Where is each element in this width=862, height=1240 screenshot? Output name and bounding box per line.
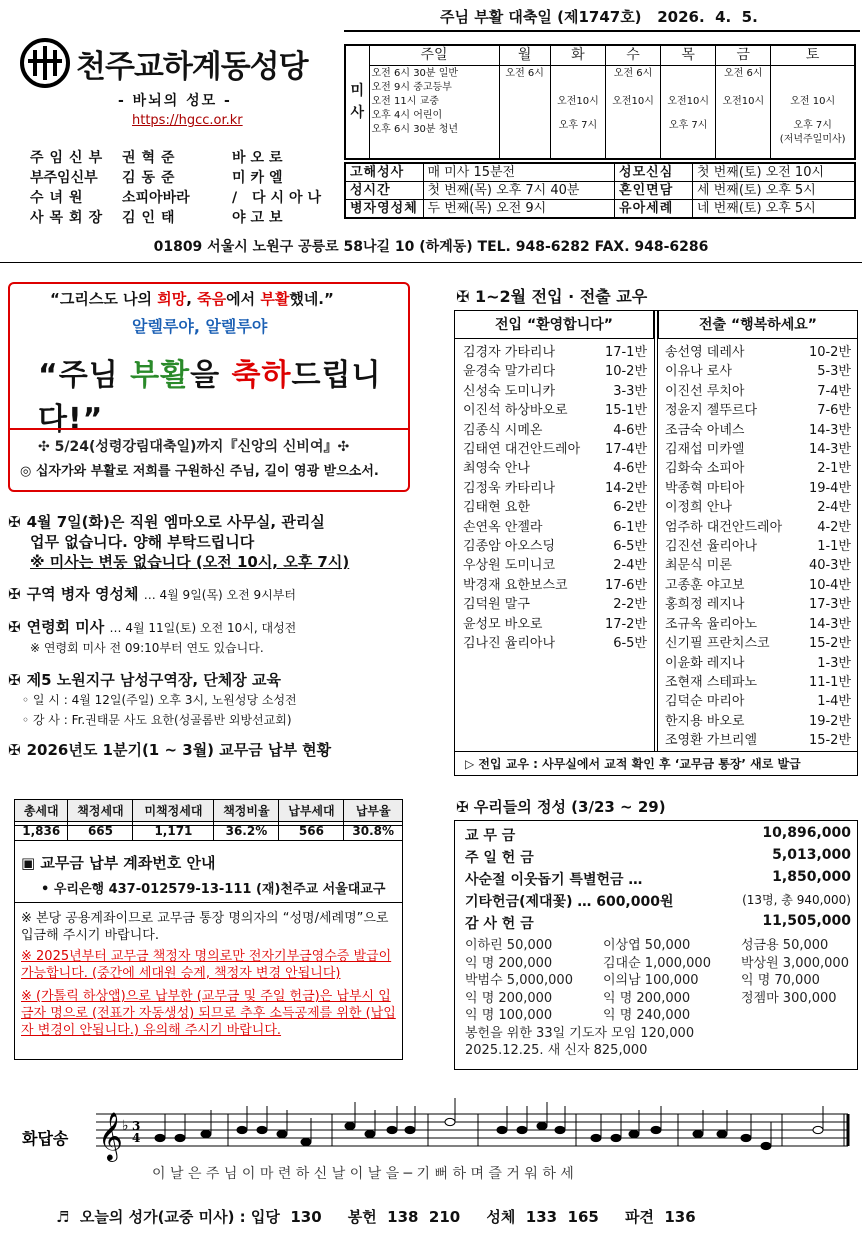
move-row: 김진선 율리아나 1-1반 [665, 539, 851, 555]
note-head [277, 1130, 287, 1137]
offering-row: 교 무 금 10,896,000 [465, 825, 851, 844]
easter-acclamation-note: ✣ 5/24(성령강림대축일)까지『신앙의 신비여』✣ [38, 439, 350, 455]
gift-row: 익 명 100,000 익 명 240,000 [465, 1008, 691, 1023]
website-link[interactable]: https://hgcc.or.kr [132, 113, 243, 128]
bank-account: • 우리은행 437-012579-13-111 (재)천주교 서울대교구 [41, 882, 386, 897]
parishioner-moves-box [454, 310, 858, 776]
psalm-label: 화답송 [22, 1129, 69, 1148]
gift-row: 2025.12.25. 새 신자 825,000 [465, 1043, 648, 1058]
moves-out-header: 전출 “행복하세요” [658, 311, 857, 339]
move-row: 김정욱 카타리나 14-2반 [463, 480, 647, 496]
move-row: 조영환 가브리엘 15-2반 [665, 733, 851, 749]
cross-bullet-icon: ✠ [456, 287, 475, 306]
easter-quote: “그리스도 나의 희망, 죽음에서 부활했네.” [50, 290, 334, 308]
move-row: 고종훈 야고보 10-4반 [665, 577, 851, 593]
move-row: 김태연 대건안드레아 17-4반 [463, 442, 647, 458]
note-head [693, 1130, 703, 1137]
offering-row: 기타헌금(제대꽃) … 600,000원 (13명, 총 940,000) [465, 893, 851, 910]
move-row: 정윤지 젤뚜르다 7-6반 [665, 403, 851, 419]
note-head [629, 1130, 639, 1137]
sacrament-schedule: 고해성사 매 미사 15분전 성모신심 첫 번째(토) 오전 10시 성시간 첫 번째(목) 오후 7시 40분 혼인면담 세 번째(토) 오후 5시 병자영성체 두 번째(목) 오전 9시 유아세례 네 번째(토) 오후 5시 [344, 162, 856, 219]
moves-footnote: ▷ 전입 교우 : 사무실에서 교적 확인 후 ‘교무금 통장’ 새로 발급 [455, 751, 857, 775]
offering-row: 사순절 이웃돕기 특별헌금 … 1,850,000 [465, 869, 851, 888]
move-row: 최문식 미론 40-3반 [665, 558, 851, 574]
thanks-offering-list [465, 937, 851, 1060]
move-row: 이진선 루치아 7-4반 [665, 383, 851, 399]
note-head [405, 1126, 415, 1133]
move-row: 최영숙 안나 4-6반 [463, 461, 647, 477]
move-row: 이유나 로사 5-3반 [665, 364, 851, 380]
note-head [387, 1126, 397, 1133]
cross-bullet-icon: ✠ [8, 585, 21, 603]
alleluia-text: 알렐루야, 알렐루야 [132, 317, 268, 336]
moves-in-header: 전입 “환영합니다” [455, 311, 654, 339]
gift-row: 익 명 200,000 김대순 1,000,000 박상원 3,000,000 [465, 955, 849, 971]
gift-row: 박범수 5,000,000 이의남 100,000 익 명 70,000 [465, 973, 820, 988]
note-head [813, 1126, 823, 1133]
bulletin-date: 주님 부활 대축일 (제1747호) 2026. 4. 5. [440, 8, 758, 26]
easter-greeting-box [8, 282, 410, 492]
note-head [761, 1142, 771, 1149]
offering-row: 감 사 헌 금 11,505,000 [465, 913, 851, 932]
psalm-score [10, 1092, 856, 1184]
time-signature: 3 [132, 1119, 141, 1133]
note-head [497, 1126, 507, 1133]
move-row: 박경재 요한보스코 17-6반 [463, 577, 647, 593]
moves-title: ✠ 1~2월 전입 · 전출 교우 [456, 287, 648, 306]
move-row: 김덕원 말구 2-2반 [463, 597, 647, 613]
move-row: 이진석 하상바오로 15-1반 [463, 403, 647, 419]
mass-schedule-table: 미사 주일 월 화 수 목 금 토 오전 6시 30분 일반 오전 9시 중고등부 오전 11시 교중 오후 4시 어린이 오후 6시 30분 청년 오전 6시 오전10시 오후 7시 오전 6시 오전10시 오전10시 오후 7시 오전 6시 오전10시 오전 10시 오후 7시 (저녁주일미사) [344, 44, 856, 160]
church-address: 01809 서울시 노원구 공릉로 58나길 10 (하계동) TEL. 948-6282 FAX. 948-6286 [153, 239, 709, 255]
move-row: 윤성모 바오로 17-2반 [463, 616, 647, 632]
treble-clef-icon: 𝄞 [98, 1111, 123, 1160]
gift-row: 봉헌을 위한 33일 기도자 모임 120,000 [465, 1025, 695, 1041]
note-head [537, 1122, 547, 1129]
move-row: 김종식 시메온 4-6반 [463, 422, 647, 438]
move-row: 김재섭 미카엘 14-3반 [665, 442, 851, 458]
gift-row: 익 명 200,000 익 명 200,000 정젬마 300,000 [465, 990, 837, 1006]
move-row: 이윤화 레지나 1-3반 [665, 655, 851, 671]
cross-bullet-icon: ✠ [8, 741, 21, 759]
note-head [741, 1134, 751, 1141]
move-row: 조규옥 율리아노 14-3반 [665, 616, 851, 632]
note-head [301, 1138, 311, 1145]
note-head [155, 1134, 165, 1141]
note-head [445, 1118, 455, 1125]
todays-hymns: ♬ 오늘의 성가(교중 미사) : 입당 130 봉헌 138 210 성체 133 165 파견 136 [56, 1208, 696, 1226]
move-row: 김나진 율리아나 6-5반 [463, 636, 647, 652]
flat-icon: ♭ [122, 1118, 129, 1134]
psalm-lyrics: 이 날 은 주 님 이 마 련 하 신 날 이 날 을 ─ 기 뻐 하 며 즐 거 워 하 세 [152, 1166, 574, 1182]
tithe-account-box [14, 825, 403, 1060]
move-row: 조금숙 아녜스 14-3반 [665, 422, 851, 438]
move-row: 김화숙 소피아 2-1반 [665, 461, 851, 477]
move-row: 엄주하 대건안드레아 4-2반 [665, 519, 851, 535]
move-row: 홍희정 레지나 17-3반 [665, 597, 851, 613]
offering-title: ✠ 우리들의 정성 (3/23 ~ 29) [456, 798, 666, 816]
note-head [555, 1126, 565, 1133]
account-note-2: ※ 2025년부터 교무금 책정자 명의로만 전자기부금영수증 발급이 가능합니다. (중간에 세대원 승계, 책정자 변경 안됩니다) [21, 949, 392, 981]
note-head [591, 1134, 601, 1141]
cross-bullet-icon: ✠ [8, 618, 21, 636]
note-head [365, 1130, 375, 1137]
cross-bullet-icon: ✠ [8, 513, 21, 531]
cross-logo-icon [20, 38, 70, 88]
notices: ✠ 4월 7일(화)은 직원 엠마오로 사무실, 관리실 업무 없습니다. 양해 부탁드립니다 ※ 미사는 변동 없습니다 (오전 10시, 오후 7시) ✠ 구역 병자 영성체 … 4월 9일(목) 오전 9시부터 ✠ 연령회 미사 … 4월 11일(토) 오전 10시, 대성전 ※ 연령회 미사 전 09:10부터 연도 있습니다. ✠ 제5 노원지구 남성구역장, 단체장 교육 ◦ 일 시 : 4월 12일(주일) 오후 3시, 노원성당 소성전 ◦ 강 사 : Fr.권태문 사도 요한(성골롬반 외방선교회) ✠ 2026년도 1분기(1 ~ 3월) 교무금 납부 현황 [8, 513, 350, 759]
move-row: 이정희 안나 2-4반 [665, 500, 851, 516]
mass-label: 미사 [345, 45, 369, 159]
move-row: 손연옥 안젤라 6-1반 [463, 519, 647, 535]
move-row: 김태현 요한 6-2반 [463, 500, 647, 516]
note-head [611, 1134, 621, 1141]
cross-bullet-icon: ✠ [8, 671, 21, 689]
move-row: 송선영 데레사 10-2반 [665, 345, 851, 360]
move-row: 김종암 아오스딩 6-5반 [463, 539, 647, 555]
account-note-1: ※ 본당 공용계좌이므로 교무금 통장 명의자의 “성명/세례명”으로 입금해 주시기 바랍니다. [21, 911, 389, 943]
move-row: 박종혁 마티아 19-4반 [665, 480, 851, 496]
note-head [237, 1126, 247, 1133]
account-note-3: ※ (가톨릭 하상앱)으로 납부한 (교무금 및 주일 헌금)은 납부시 입금자 명으로 (전표가 자동생성) 되므로 추후 소득공제를 위한 (납입자 변경이 안됩니다.) 유의해 주시기 바랍니다. [21, 989, 396, 1038]
offering-row: 주 일 헌 금 5,013,000 [465, 847, 851, 866]
note-head [717, 1130, 727, 1137]
moves-in-list [463, 343, 647, 654]
note-head [257, 1126, 267, 1133]
move-row: 윤경숙 말가리다 10-2반 [463, 364, 647, 380]
move-row: 신성숙 도미니카 3-3반 [463, 383, 647, 399]
staff-list: 주임신부 권혁준 바오로 부주임신부 김동준 미카엘 수녀원 소피아바라 / 다시아나 사목회장 김인태 야고보 [30, 150, 327, 226]
easter-headline: “주님 부활을 축하드립니다!” [38, 358, 382, 437]
moves-out-list [665, 343, 851, 751]
move-row: 우상원 도미니코 2-4반 [463, 558, 647, 574]
move-row: 김경자 가타리나 17-1반 [463, 345, 647, 360]
account-title: ▣ 교무금 납부 계좌번호 안내 [21, 854, 216, 872]
church-logo [20, 38, 308, 88]
easter-acclamation: ◎ 십자가와 부활로 저희를 구원하신 주님, 길이 영광 받으소서. [20, 464, 379, 479]
note-head [175, 1134, 185, 1141]
note-head [345, 1122, 355, 1129]
svg-text:4: 4 [132, 1131, 141, 1145]
cross-bullet-icon: ✠ [456, 798, 474, 816]
offering-box [454, 820, 858, 1070]
tithe-status-table: 총세대 책정세대 미책정세대 책정비율 납부세대 납부율 1,836 665 1,171 36.2% 566 30.8% [14, 799, 403, 841]
move-row: 김덕순 마리아 1-4반 [665, 694, 851, 710]
church-name: 천주교하계동성당 [76, 48, 308, 85]
move-row: 한지용 바오로 19-2반 [665, 713, 851, 729]
patron-title: - 바뇌의 성모 - [118, 93, 232, 109]
gift-row: 이하린 50,000 이상엽 50,000 성금용 50,000 [465, 938, 829, 953]
note-head [651, 1126, 661, 1133]
note-head [517, 1126, 527, 1133]
move-row: 조현재 스테파노 11-1반 [665, 674, 851, 690]
note-head [201, 1130, 211, 1137]
move-row: 신기필 프란치스코 15-2반 [665, 636, 851, 652]
